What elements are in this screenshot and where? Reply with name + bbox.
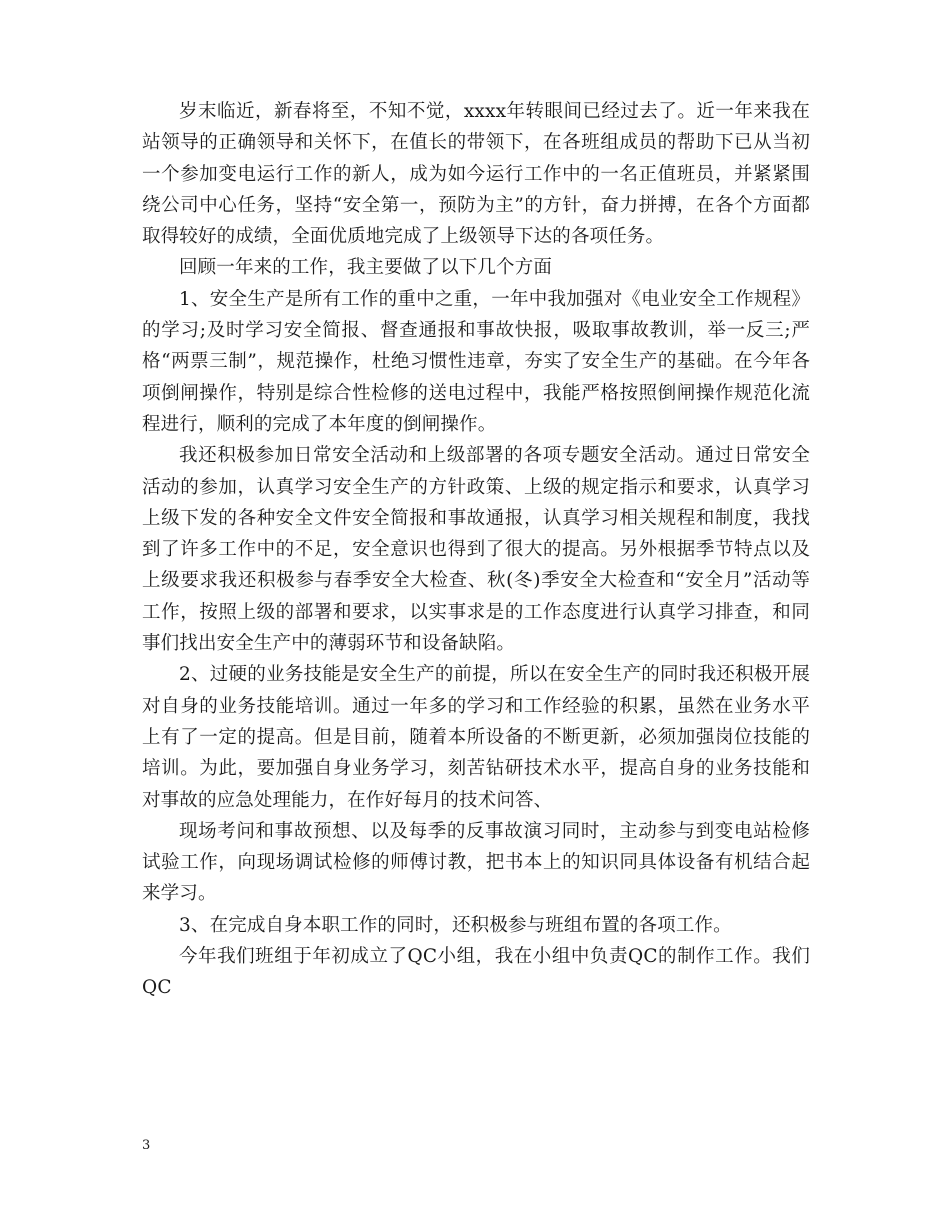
paragraph-intro: 岁末临近，新春将至，不知不觉，xxxx年转眼间已经过去了。近一年来我在站领导的正确领导和关怀下，在值长的带领下，在各班组成员的帮助下已从当初一个参加变电运行工作的新人，成为如今运行工作中的一名正值班员，并紧紧围绕公司中心任务，坚持“安全第一，预防为主”的方针，奋力拼搏，在各个方面都取得较好的成绩，全面优质地完成了上级领导下达的各项任务。 bbox=[142, 101, 810, 248]
page-number: 3 bbox=[142, 1138, 151, 1153]
document-body bbox=[142, 96, 810, 1004]
paragraph-business-skills: 2、过硬的业务技能是安全生产的前提，所以在安全生产的同时我还积极开展对自身的业务技能培训。通过一年多的学习和工作经验的积累，虽然在业务水平上有了一定的提高。但是目前，随着本所设备的不断更新，必须加强岗位技能的培训。为此，要加强自身业务学习，刻苦钻研技术水平，提高自身的业务技能和对事故的应急处理能力，在作好每月的技术问答、 bbox=[142, 664, 810, 811]
paragraph-qc-group: 今年我们班组于年初成立了QC小组，我在小组中负责QC的制作工作。我们QC bbox=[142, 946, 810, 999]
paragraph-review-heading: 回顾一年来的工作，我主要做了以下几个方面 bbox=[179, 257, 553, 279]
paragraph-safety-production: 1、安全生产是所有工作的重中之重，一年中我加强对《电业安全工作规程》的学习;及时学习安全简报、督查通报和事故快报，吸取事故教训，举一反三;严格“两票三制”，规范操作，杜绝习惯性违章，夯实了安全生产的基础。在今年各项倒闸操作，特别是综合性检修的送电过程中，我能严格按照倒闸操作规范化流程进行，顺利的完成了本年度的倒闸操作。 bbox=[142, 288, 810, 435]
paragraph-onsite-training: 现场考问和事故预想、以及每季的反事故演习同时，主动参与到变电站检修试验工作，向现场调试检修的师傅讨教，把书本上的知识同具体设备有机结合起来学习。 bbox=[142, 820, 810, 905]
paragraph-team-work: 3、在完成自身本职工作的同时，还积极参与班组布置的各项工作。 bbox=[179, 914, 732, 936]
paragraph-safety-activities: 我还积极参加日常安全活动和上级部署的各项专题安全活动。通过日常安全活动的参加，认真学习安全生产的方针政策、上级的规定指示和要求，认真学习上级下发的各种安全文件安全简报和事故通报，认真学习相关规程和制度，我找到了许多工作中的不足，安全意识也得到了很大的提高。另外根据季节特点以及上级要求我还积极参与春季安全大检查、秋(冬)季安全大检查和“安全月”活动等工作，按照上级的部署和要求，以实事求是的工作态度进行认真学习排查，和同事们找出安全生产中的薄弱环节和设备缺陷。 bbox=[142, 445, 810, 655]
